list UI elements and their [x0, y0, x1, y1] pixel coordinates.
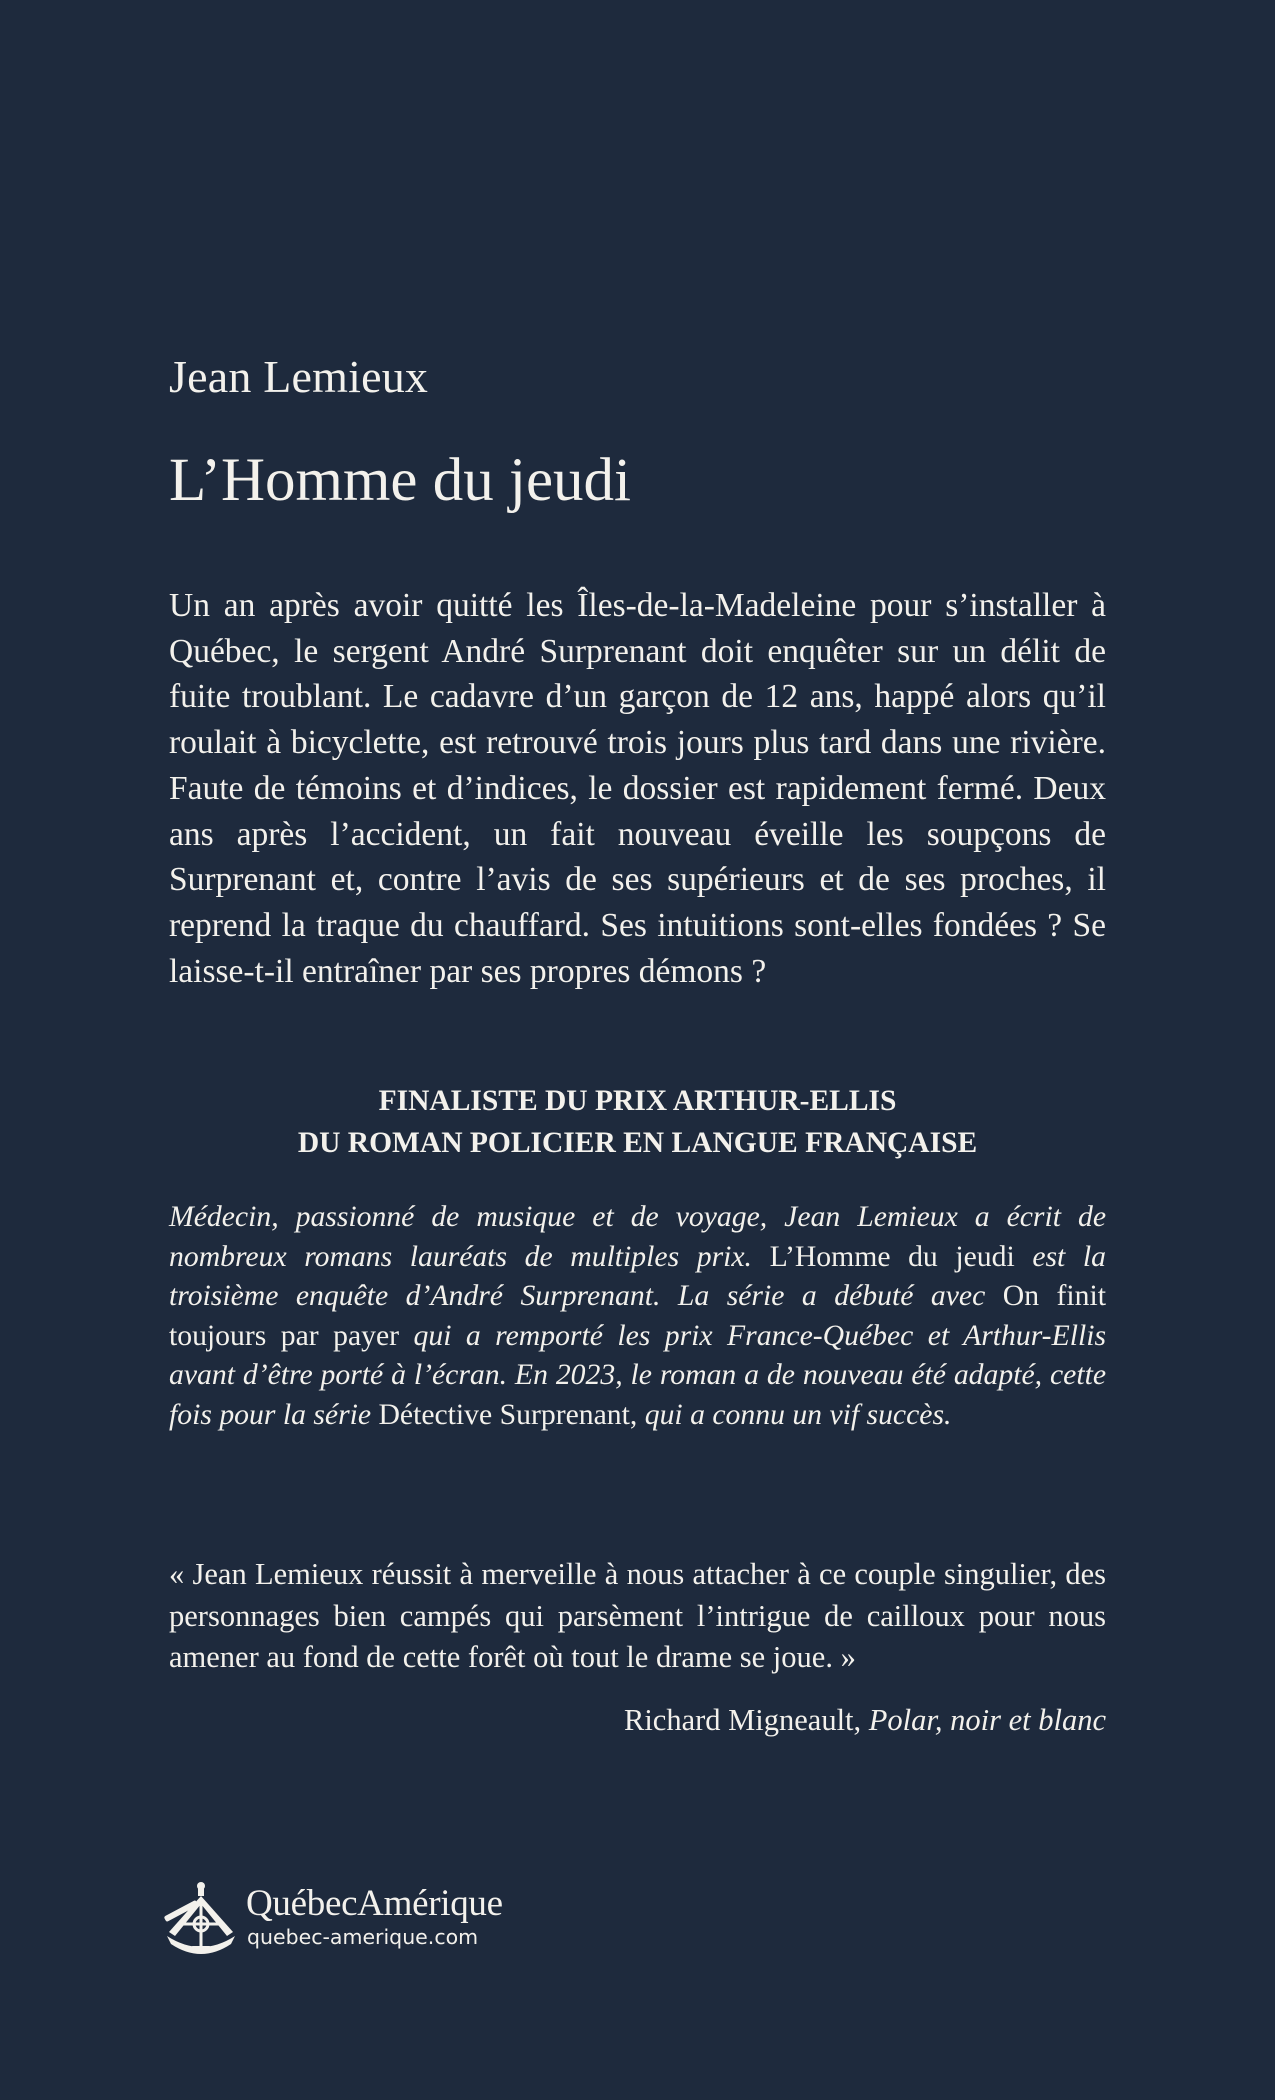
award-mention	[169, 1080, 1106, 1164]
bio-series-title: Détective Surprenant,	[378, 1398, 638, 1431]
award-line-2: DU ROMAN POLICIER EN LANGUE FRANÇAISE	[297, 1127, 978, 1159]
review-quote: « Jean Lemieux réussit à merveille à nous attacher à ce couple singulier, des personnages bien campés qui parsèment l’intrigue de cailloux pour nous amener au fond de cette forêt où tout le drame se joue. »	[169, 1557, 1106, 1674]
review-source: Polar, noir et blanc	[868, 1703, 1106, 1737]
author-name: Jean Lemieux	[169, 351, 429, 402]
bio-text-1: Médecin, passionné de musique et de voyage, Jean Lemieux a écrit de nombreux romans lauréats de multiples prix.	[169, 1201, 1106, 1273]
sextant-icon	[161, 1878, 241, 1958]
quote-attribution	[169, 1699, 1106, 1741]
bio-book-title-2: On finit toujours par payer	[169, 1280, 1106, 1352]
reviewer-name: Richard Migneault,	[623, 1703, 862, 1737]
publisher-block	[161, 1878, 581, 1958]
bio-book-title-1: L’Homme du jeudi	[769, 1240, 1015, 1273]
author-bio	[169, 1198, 1106, 1436]
bio-text-4: qui a connu un vif succès.	[644, 1398, 952, 1431]
bio-text-3: qui a remporté les prix France-Québec et Arthur-Ellis avant d’être porté à l’écran. En 2023, le roman a de nouveau été adapté, cette fois pour la série	[169, 1319, 1106, 1431]
bio-text-2: est la troisième enquête d’André Surprenant. La série a débuté avec	[169, 1240, 1106, 1313]
book-title: L’Homme du jeudi	[169, 447, 631, 514]
award-line-1: FINALISTE DU PRIX ARTHUR-ELLIS	[378, 1085, 897, 1117]
synopsis: Un an après avoir quitté les Îles-de-la-Madeleine pour s’installer à Québec, le sergent André Surprenant doit enquêter sur un délit de fuite troublant. Le cadavre d’un garçon de 12 ans, happé alors qu’il roulait à bicyclette, est retrouvé trois jours plus tard dans une rivière. Faute de témoins et d’indices, le dossier est rapidement fermé. Deux ans après l’accident, un fait nouveau éveille les soupçons de Surprenant et, contre l’avis de ses supérieurs et de ses proches, il reprend la traque du chauffard. Ses intuitions sont-elles fondées ? Se laisse-t-il entraîner par ses propres démons ?	[169, 587, 1106, 990]
publisher-website[interactable]: quebec-amerique.com	[247, 1925, 479, 1949]
publisher-name: QuébecAmérique	[246, 1883, 503, 1924]
back-cover	[169, 0, 1106, 2100]
